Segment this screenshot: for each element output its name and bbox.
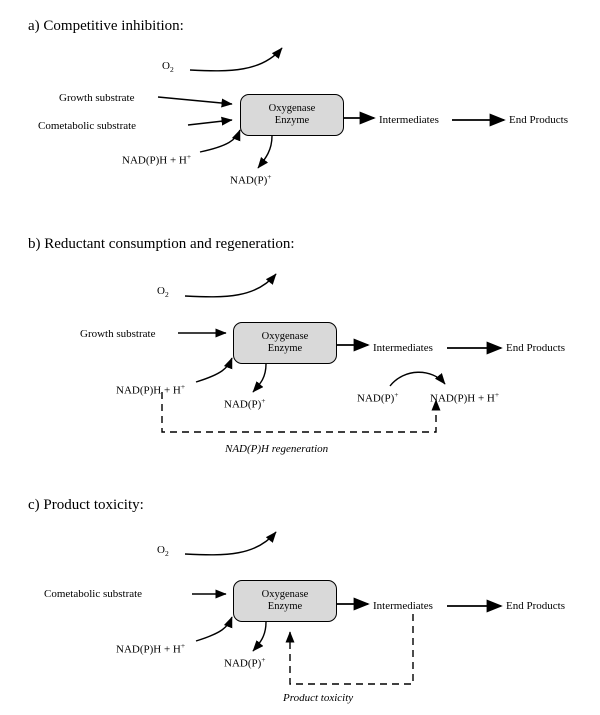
panel-b-regeneration-caption: NAD(P)H regeneration bbox=[225, 443, 329, 455]
panel-c-nadp-output-label: NAD(P)+ bbox=[224, 655, 266, 670]
panel-a-enzyme-box bbox=[240, 94, 344, 136]
panel-a-growth-substrate-label: Growth substrate bbox=[59, 92, 135, 104]
panel-c-end-products-label: End Products bbox=[506, 600, 565, 612]
panel-b-nadph-regen-right-label: NAD(P)H + H+ bbox=[430, 390, 500, 405]
panel-b-enzyme-line2: Enzyme bbox=[267, 343, 303, 354]
panel-c-o2-label: $O_2$ bbox=[157, 544, 169, 559]
panel-b-growth-substrate-label: Growth substrate bbox=[80, 328, 156, 340]
panel-a-nadp-output-label: NAD(P)+ bbox=[230, 172, 272, 187]
panel-a-title: a) Competitive inhibition: bbox=[28, 18, 184, 34]
panel-b-o2-label: $O_2$ bbox=[157, 285, 169, 300]
panel-a-cometabolic-substrate-label: Cometabolic substrate bbox=[38, 120, 137, 132]
panel-a-intermediates-label: Intermediates bbox=[379, 114, 439, 126]
panel-a-enzyme-line1: Oxygenase bbox=[268, 103, 316, 114]
panel-c-intermediates-label: Intermediates bbox=[373, 600, 433, 612]
panel-b-intermediates-label: Intermediates bbox=[373, 342, 433, 354]
panel-c-enzyme-line1: Oxygenase bbox=[261, 589, 309, 600]
panel-a-enzyme-line2: Enzyme bbox=[274, 115, 310, 126]
panel-a-nadph-input-label: NAD(P)H + H+ bbox=[122, 152, 192, 167]
panel-b-nadph-input-label: NAD(P)H + H+ bbox=[116, 382, 186, 397]
panel-a-end-products-label: End Products bbox=[509, 114, 568, 126]
panel-c-enzyme-box bbox=[233, 580, 337, 622]
panel-c-nadph-input-label: NAD(P)H + H+ bbox=[116, 641, 186, 656]
panel-c-cometabolic-substrate-label: Cometabolic substrate bbox=[44, 588, 143, 600]
panel-a-o2-label: $O_2$ bbox=[162, 60, 174, 75]
panel-b-nadp-regen-left-label: NAD(P)+ bbox=[357, 390, 399, 405]
panel-c-toxicity-caption: Product toxicity bbox=[283, 692, 354, 704]
panel-b-end-products-label: End Products bbox=[506, 342, 565, 354]
panel-b-enzyme-box bbox=[233, 322, 337, 364]
panel-b-title: b) Reductant consumption and regeneration: bbox=[28, 236, 295, 252]
panel-b-enzyme-line1: Oxygenase bbox=[261, 331, 309, 342]
panel-b-nadp-output-label: NAD(P)+ bbox=[224, 396, 266, 411]
panel-c-enzyme-line2: Enzyme bbox=[267, 601, 303, 612]
panel-c-title: c) Product toxicity: bbox=[28, 497, 144, 513]
